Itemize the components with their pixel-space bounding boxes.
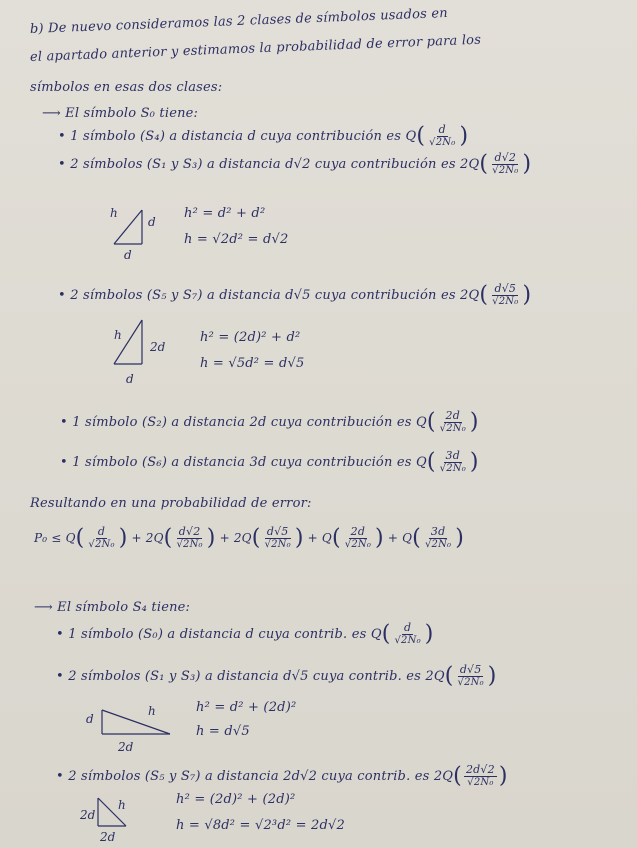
fraction-denominator: √2N₀ [429,137,456,148]
fraction-numerator: 2d√2 [465,763,495,776]
fraction [464,764,497,789]
fraction-numerator: d√2 [494,151,517,164]
close-paren: ) [469,409,479,435]
section-heading-s4: ⟶ El símbolo S₄ tiene: [34,600,191,615]
fraction-denominator: √2N₀ [394,635,421,646]
fraction [456,664,486,689]
equation-line: h² = (2d)² + (2d)² [176,792,296,807]
contribution-line-s0 [56,622,434,647]
open-paren: ( [381,621,391,647]
equation-line: h² = (2d)² + d² [200,330,301,345]
fraction-denominator: √2N₀ [264,539,291,550]
equation-line: h = √8d² = √2³d² = 2d√2 [176,818,345,833]
fraction-denominator: √2N₀ [492,165,519,176]
contribution-line-s1-s3-b [56,664,497,689]
fraction [438,450,468,475]
contribution-line-s5-s7-b [56,764,508,789]
fraction-numerator: d√2 [178,525,201,538]
close-paren: ) [469,449,479,475]
fraction-numerator: d [438,123,446,136]
fraction-denominator: √2N₀ [457,677,484,688]
base-label: 2d [100,830,116,844]
contribution-text: • 2 símbolos (S₁ y S₃) a distancia d√5 cuya contrib. es 2Q [56,669,445,684]
open-paren: ( [479,151,489,177]
contribution-text: • 2 símbolos (S₅ y S₇) a distancia d√5 cuya contribución es 2Q [58,288,480,303]
close-paren: ) [459,123,469,149]
contribution-text: • 1 símbolo (S₀) a distancia d cuya contrib. es Q [56,627,382,642]
equation-line: h = √2d² = d√2 [184,232,289,247]
fraction [423,526,453,551]
fraction [490,152,520,177]
fraction-denominator: √2N₀ [467,777,494,788]
equation-term: + Q [387,531,413,545]
fraction-denominator: √2N₀ [439,463,466,474]
right-triangle-diagram [112,318,152,368]
contribution-line-s4 [58,124,468,149]
close-paren: ) [206,525,216,551]
result-heading: Resultando en una probabilidad de error: [30,496,312,511]
contribution-line-s5-s7 [58,283,531,308]
error-probability-equation [34,526,464,551]
open-paren: ( [412,525,421,551]
contribution-line-s6 [60,450,479,475]
close-paren: ) [424,621,434,647]
fraction-numerator: d [404,621,412,634]
fraction-numerator: 3d [445,449,460,462]
side-label: 2d [150,340,166,354]
equation-line: h = d√5 [196,724,250,739]
side-label: d [148,215,156,229]
close-paren: ) [118,525,128,551]
open-paren: ( [416,123,426,149]
fraction-denominator: √2N₀ [492,296,519,307]
fraction-denominator: √2N₀ [176,539,203,550]
equation-line: h = √5d² = d√5 [200,356,305,371]
close-paren: ) [487,663,497,689]
paragraph-line-3: símbolos en esas dos clases: [30,80,223,95]
right-triangle-diagram [112,208,152,248]
open-paren: ( [444,663,454,689]
fraction [438,410,468,435]
fraction-numerator: 2d [445,409,460,422]
close-paren: ) [522,282,532,308]
fraction-numerator: d [97,525,106,538]
fraction-numerator: 3d [430,525,446,538]
hypotenuse-label: h [118,798,126,812]
fraction-numerator: d√5 [494,282,517,295]
open-paren: ( [426,409,436,435]
fraction [174,526,204,551]
open-paren: ( [479,282,489,308]
base-label: 2d [118,740,134,754]
fraction-denominator: √2N₀ [344,539,372,550]
equation-line: h² = d² + (2d)² [196,700,297,715]
contribution-text: • 1 símbolo (S₄) a distancia d cuya contribución es Q [58,129,417,144]
hypotenuse-label: h [148,704,156,718]
hypotenuse-label: h [110,206,118,220]
right-triangle-diagram [100,708,180,738]
close-paren: ) [498,763,508,789]
fraction [86,526,116,551]
equation-term: + 2Q [219,531,252,545]
fraction-numerator: d√5 [459,663,482,676]
fraction-denominator: √2N₀ [88,539,115,550]
open-paren: ( [453,763,462,789]
contribution-text: • 1 símbolo (S₂) a distancia 2d cuya contribución es Q [60,415,427,430]
right-triangle-diagram [96,796,136,830]
equation-line: h² = d² + d² [184,206,266,221]
fraction [392,622,422,647]
side-label: d [86,712,94,726]
base-label: d [126,372,134,386]
side-label: 2d [80,808,96,822]
paragraph-line-1: b) De nuevo consideramos las 2 clases de símbolos usados en [29,5,449,37]
fraction [490,283,520,308]
open-paren: ( [75,525,85,551]
contribution-text: • 2 símbolos (S₁ y S₃) a distancia d√2 cuya contribución es 2Q [58,157,480,172]
open-paren: ( [331,525,341,551]
contribution-line-s2 [60,410,479,435]
close-paren: ) [455,525,465,551]
close-paren: ) [522,151,532,177]
fraction [263,526,293,551]
fraction-denominator: √2N₀ [424,539,452,550]
equation-term: + Q [307,531,332,545]
contribution-text: • 2 símbolos (S₅ y S₇) a distancia 2d√2 cuya contrib. es 2Q [56,769,454,784]
equation-term: + 2Q [131,531,164,545]
open-paren: ( [251,525,261,551]
hypotenuse-label: h [114,328,122,342]
base-label: d [124,248,132,262]
fraction-denominator: √2N₀ [439,423,466,434]
contribution-text: • 1 símbolo (S₆) a distancia 3d cuya contribución es Q [60,455,427,470]
section-heading-s0: ⟶ El símbolo S₀ tiene: [42,106,199,121]
fraction [427,124,457,149]
fraction [343,526,373,551]
contribution-line-s1-s3 [58,152,531,177]
fraction-numerator: d√5 [266,525,289,538]
paragraph-line-2: el apartado anterior y estimamos la probabilidad de error para los [29,32,482,65]
open-paren: ( [163,525,173,551]
equation-term: P₀ ≤ Q [34,531,76,545]
fraction-numerator: 2d [350,525,366,538]
close-paren: ) [375,525,384,551]
open-paren: ( [426,449,436,475]
close-paren: ) [294,525,304,551]
